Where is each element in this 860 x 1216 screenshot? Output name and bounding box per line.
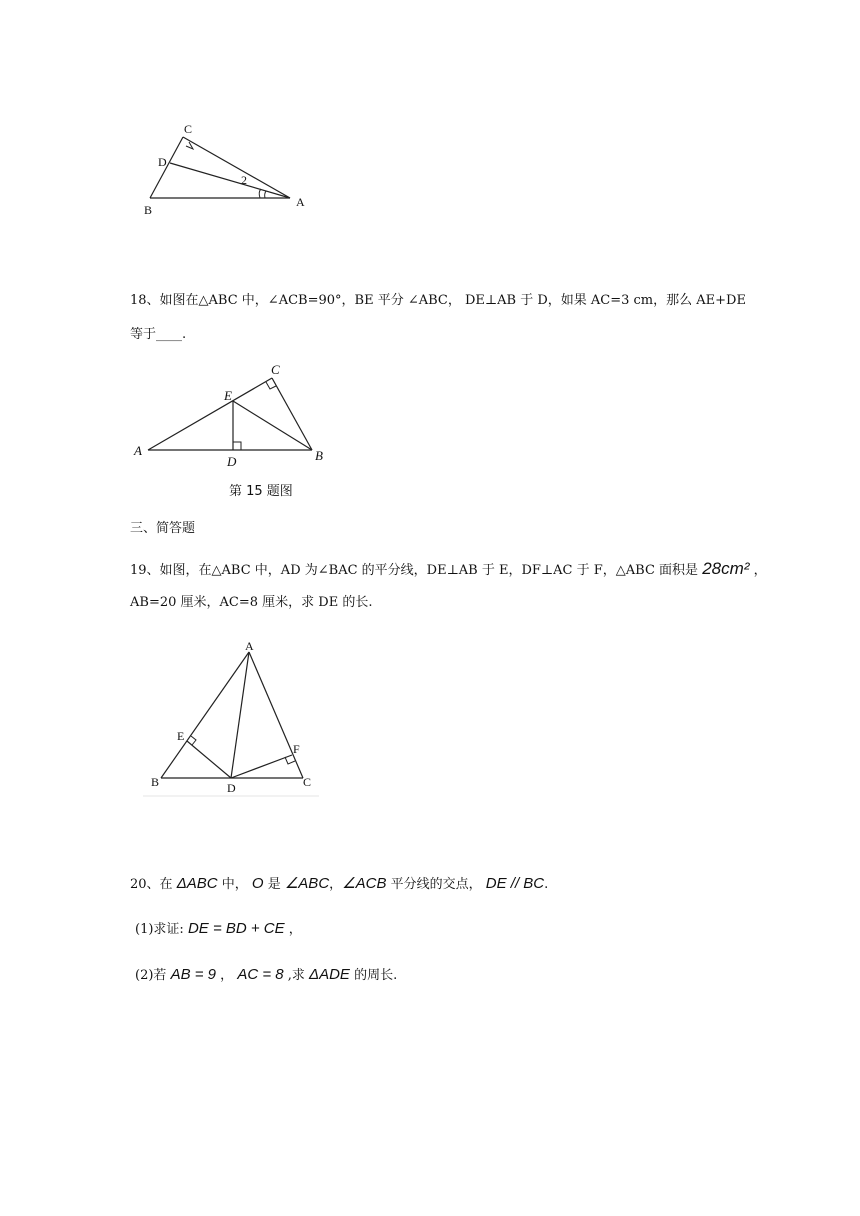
angle-label-2: 2 — [241, 173, 247, 187]
q20-p1-math: DE = BD + CE — [187, 920, 285, 937]
label-d: D — [227, 781, 236, 795]
question-18-line1: 18、如图在△ABC 中，∠ACB=90°，BE 平分 ∠ABC， DE⊥AB 于 D，如果 AC=3 cm，那么 AE+DE — [130, 293, 746, 308]
q20-triangle: ΔABC — [176, 875, 218, 892]
q20-p2-ab: AB = 9 — [170, 966, 217, 983]
q20-p2-prefix: (2)若 — [135, 968, 167, 983]
label-e: E — [224, 388, 232, 403]
q20-parallel: DE // BC — [485, 875, 545, 892]
label-b: B — [151, 775, 160, 789]
question-20-part2 — [135, 966, 397, 985]
label-d: D — [227, 454, 237, 468]
q20-p2-mid: ,求 — [287, 968, 305, 983]
figure-18-caption: 第 15 题图 — [229, 484, 293, 499]
question-19-line1 — [130, 560, 767, 580]
label-f: F — [293, 742, 300, 756]
question-18-line2: 等于____. — [130, 327, 187, 342]
q20-angle-abc: ∠ABC — [284, 875, 330, 892]
q20-mid2: 是 — [267, 877, 281, 892]
question-19-line2: AB=20 厘米，AC=8 厘米，求 DE 的长. — [130, 595, 373, 610]
label-b: B — [144, 203, 153, 217]
q20-angle-acb: ∠ACB — [342, 875, 387, 892]
label-c: C — [271, 362, 280, 377]
label-a: A — [296, 195, 305, 209]
question-20-part1 — [135, 920, 302, 939]
label-c: C — [184, 122, 193, 136]
figure-17 — [140, 118, 320, 222]
figure-19 — [143, 640, 323, 800]
question-20-line1 — [130, 875, 548, 894]
q20-p2-end: 的周长. — [354, 968, 398, 983]
q20-comma: ， — [329, 877, 343, 892]
question-19-text: 19、如图，在△ABC 中，AD 为∠BAC 的平分线，DE⊥AB 于 E，DF⊥AC 于 F，△ABC 面积是 — [130, 563, 699, 578]
label-b: B — [315, 448, 323, 463]
q20-mid1: 中， — [221, 877, 248, 892]
label-a: A — [245, 640, 254, 653]
q20-p2-ac: AC = 8 — [237, 966, 284, 983]
label-e: E — [177, 729, 185, 743]
area-value: 28cm² — [702, 559, 750, 578]
q20-p2-triangle: ΔADE — [309, 966, 350, 983]
q20-p2-sep: ， — [220, 968, 234, 983]
q20-p1-end: ， — [288, 922, 302, 937]
label-d: D — [158, 155, 167, 169]
section-title: 三、简答题 — [130, 521, 196, 536]
q20-num: 20、在 — [130, 877, 173, 892]
question-19-comma: ， — [753, 563, 767, 578]
label-a: A — [134, 443, 142, 458]
q20-p1-prefix: (1)求证: — [135, 922, 184, 937]
q20-point-o: O — [251, 875, 264, 892]
q20-mid3: 平分线的交点， — [390, 877, 482, 892]
figure-18 — [128, 358, 338, 468]
label-c: C — [303, 775, 312, 789]
q20-end: . — [544, 877, 549, 892]
